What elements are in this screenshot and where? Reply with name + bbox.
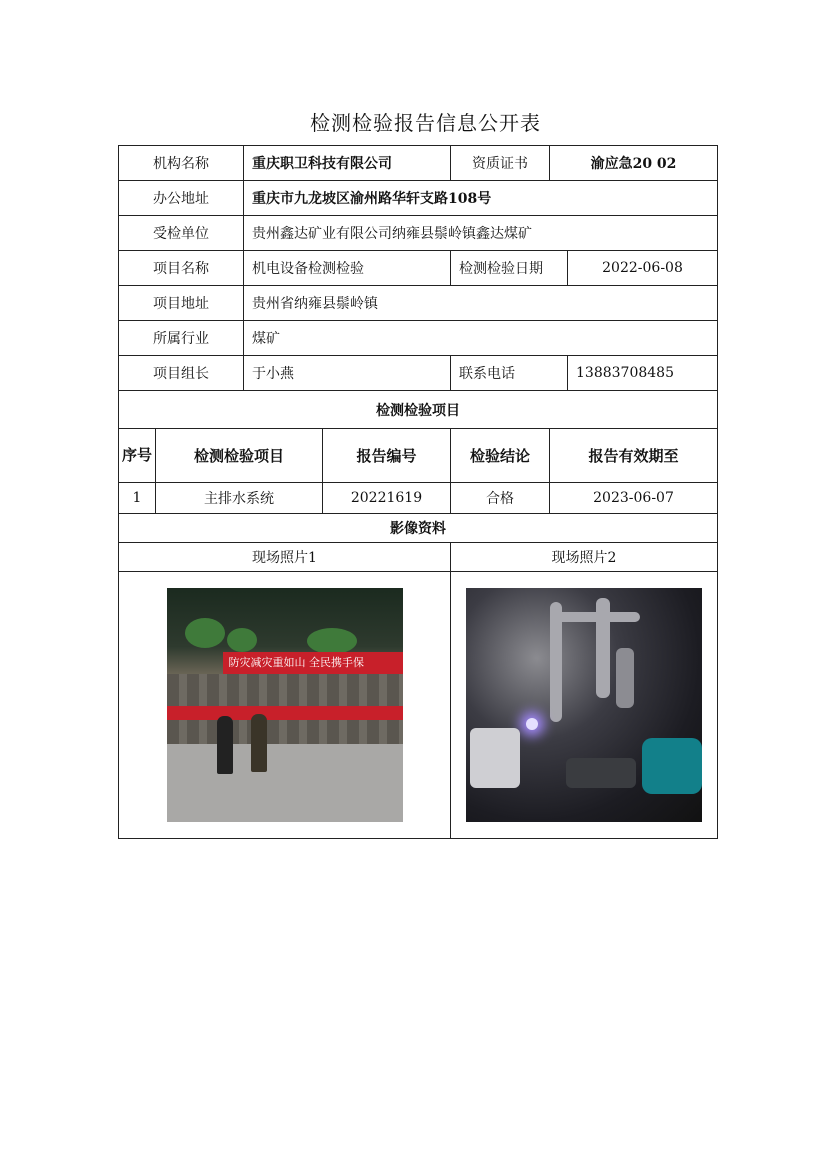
col-header-valid-until: 报告有效期至: [550, 429, 718, 483]
tree-shape: [227, 628, 257, 652]
address-label: 办公地址: [119, 181, 244, 216]
site-photo-1: [167, 588, 403, 822]
org-name-value: 重庆职卫科技有限公司: [244, 146, 451, 181]
org-name-label: 机构名称: [119, 146, 244, 181]
equipment-shape: [566, 758, 636, 788]
row-conclusion: 合格: [451, 483, 550, 514]
items-heading: 检测检验项目: [119, 391, 718, 429]
client-value: 贵州鑫达矿业有限公司纳雍县鬃岭镇鑫达煤矿: [244, 216, 718, 251]
person-figure: [217, 716, 233, 774]
photo1-cell: [119, 572, 451, 839]
cert-value: 渝应急20 02: [550, 146, 718, 181]
row-report-no: 20221619: [323, 483, 451, 514]
row-item: 主排水系统: [156, 483, 323, 514]
tree-shape: [307, 628, 357, 654]
ground: [167, 744, 403, 822]
leader-value: 于小燕: [244, 356, 451, 391]
col-header-index: 序号: [119, 429, 156, 483]
site-label: 项目地址: [119, 286, 244, 321]
col-header-item: 检测检验项目: [156, 429, 323, 483]
pump-motor: [642, 738, 702, 794]
date-label: 检测检验日期: [451, 251, 568, 286]
tree-shape: [185, 618, 225, 648]
phone-value: 13883708485: [568, 356, 718, 391]
project-value: 机电设备检测检验: [244, 251, 451, 286]
col-header-conclusion: 检验结论: [451, 429, 550, 483]
page-title: 检测检验报告信息公开表: [310, 111, 541, 135]
person-figure: [251, 714, 267, 772]
info-table: [118, 145, 718, 839]
row-valid-until: 2023-06-07: [550, 483, 718, 514]
phone-label: 联系电话: [451, 356, 568, 391]
table-row: [119, 483, 718, 514]
industry-label: 所属行业: [119, 321, 244, 356]
address-value: 重庆市九龙坡区渝州路华轩支路108号: [244, 181, 718, 216]
photo1-label: 现场照片1: [119, 543, 451, 572]
date-value: 2022-06-08: [568, 251, 718, 286]
industry-value: 煤矿: [244, 321, 718, 356]
site-photo-2: [466, 588, 702, 822]
images-heading: 影像资料: [119, 514, 718, 543]
red-banner-lower: [167, 706, 403, 720]
photo2-label: 现场照片2: [451, 543, 718, 572]
pipe-shape: [550, 612, 640, 622]
pipe-shape: [616, 648, 634, 708]
photo2-cell: [451, 572, 718, 839]
cert-label: 资质证书: [451, 146, 550, 181]
col-header-report-no: 报告编号: [323, 429, 451, 483]
project-label: 项目名称: [119, 251, 244, 286]
row-index: 1: [119, 483, 156, 514]
red-banner: 防灾减灾重如山 全民携手保: [223, 652, 403, 674]
site-value: 贵州省纳雍县鬃岭镇: [244, 286, 718, 321]
leader-label: 项目组长: [119, 356, 244, 391]
equipment-shape: [470, 728, 520, 788]
lamp-light: [526, 718, 538, 730]
client-label: 受检单位: [119, 216, 244, 251]
